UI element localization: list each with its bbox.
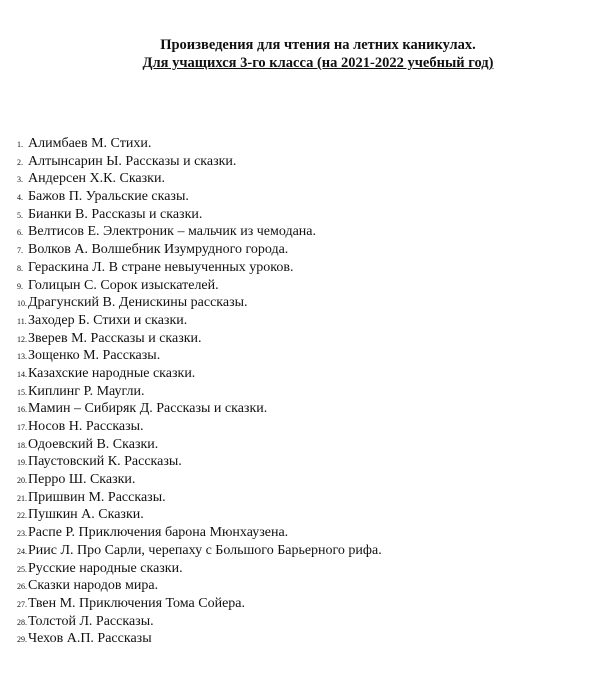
list-item-number: 13. <box>17 352 27 362</box>
list-item <box>17 294 382 312</box>
list-item-number: 7. <box>17 246 23 256</box>
list-item <box>17 577 382 595</box>
list-item-text: Алимбаев М. Стихи. <box>28 136 152 151</box>
list-item-number: 1. <box>17 140 23 149</box>
list-item-text: Волков А. Волшебник Изумрудного города. <box>28 242 289 258</box>
list-item <box>17 330 382 348</box>
list-item <box>17 418 382 436</box>
list-item <box>17 347 382 365</box>
list-item-number: 15. <box>17 387 27 397</box>
list-item-text: Бианки В. Рассказы и сказки. <box>28 206 203 222</box>
list-item <box>17 542 382 560</box>
list-item-text: Заходер Б. Стихи и сказки. <box>28 312 188 328</box>
list-item <box>17 506 382 524</box>
list-item <box>17 365 382 383</box>
list-item-text: Толстой Л. Рассказы. <box>28 613 154 629</box>
list-item-number: 16. <box>17 405 27 415</box>
list-item-number: 22. <box>17 511 27 521</box>
list-item-text: Пушкин А. Сказки. <box>28 507 144 523</box>
list-item-number: 9. <box>17 281 23 291</box>
list-item <box>17 135 382 153</box>
list-item <box>17 436 382 454</box>
list-item <box>17 170 382 188</box>
list-item <box>17 489 382 507</box>
list-item-text: Голицын С. Сорок изыскателей. <box>28 277 219 293</box>
list-item-text: Русские народные сказки. <box>28 560 183 576</box>
list-item-number: 28. <box>17 617 27 627</box>
list-item-number: 3. <box>17 175 23 185</box>
list-item-text: Твен М. Приключения Тома Сойера. <box>28 595 245 611</box>
list-item-number: 25. <box>17 564 27 574</box>
list-item-number: 6. <box>17 228 23 238</box>
list-item-text: Пришвин М. Рассказы. <box>28 489 166 505</box>
list-item <box>17 453 382 471</box>
list-item-text: Одоевский В. Сказки. <box>28 436 159 452</box>
list-item <box>17 277 382 295</box>
list-item-number: 14. <box>17 369 27 379</box>
list-item-number: 4. <box>17 193 23 203</box>
list-item-number: 8. <box>17 263 23 273</box>
list-item-number: 12. <box>17 334 27 344</box>
list-item <box>17 383 382 401</box>
list-item-text: Риис Л. Про Сарли, черепаху с Большого Барьерного рифа. <box>28 542 382 558</box>
list-item-text: Перро Ш. Сказки. <box>28 472 136 488</box>
list-item <box>17 630 382 648</box>
list-item <box>17 312 382 330</box>
document-subtitle: Для учащихся 3-го класса (на 2021-2022 учебный год) <box>142 55 494 71</box>
list-item <box>17 153 382 171</box>
list-item <box>17 400 382 418</box>
list-item-text: Чехов А.П. Рассказы <box>28 631 152 647</box>
list-item-text: Киплинг Р. Маугли. <box>28 383 145 399</box>
list-item-number: 18. <box>17 440 27 450</box>
list-item-number: 17. <box>17 423 27 432</box>
list-item-text: Андерсен Х.К. Сказки. <box>28 171 165 187</box>
list-item-number: 27. <box>17 599 27 609</box>
reading-list <box>17 135 382 648</box>
list-item-number: 11. <box>17 316 27 326</box>
list-item <box>17 259 382 277</box>
list-item-number: 26. <box>17 582 27 592</box>
document-title: Произведения для чтения на летних каникулах. <box>160 37 476 53</box>
list-item <box>17 223 382 241</box>
list-item <box>17 560 382 578</box>
list-item-text: Сказки народов мира. <box>28 578 159 594</box>
document-header <box>0 36 600 72</box>
list-item <box>17 471 382 489</box>
list-item-text: Зощенко М. Рассказы. <box>28 348 161 364</box>
list-item-text: Зверев М. Рассказы и сказки. <box>28 330 202 346</box>
list-item <box>17 241 382 259</box>
list-item-text: Велтисов Е. Электроник – мальчик из чемодана. <box>28 224 316 240</box>
list-item-text: Алтынсарин Ы. Рассказы и сказки. <box>28 153 237 169</box>
list-item-number: 5. <box>17 210 23 220</box>
list-item-text: Казахские народные сказки. <box>28 365 196 381</box>
list-item-text: Гераскина Л. В стране невыученных уроков. <box>28 259 294 275</box>
list-item-text: Бажов П. Уральские сказы. <box>28 189 189 205</box>
list-item-number: 23. <box>17 529 27 539</box>
list-item-number: 20. <box>17 476 27 486</box>
list-item-number: 24. <box>17 546 27 556</box>
list-item-number: 21. <box>17 493 27 503</box>
list-item-text: Драгунский В. Денискины рассказы. <box>28 295 248 311</box>
list-item-text: Распе Р. Приключения барона Мюнхаузена. <box>28 525 289 541</box>
list-item-number: 2. <box>17 157 23 167</box>
list-item-text: Паустовский К. Рассказы. <box>28 454 182 470</box>
list-item <box>17 524 382 542</box>
list-item <box>17 595 382 613</box>
list-item-text: Носов Н. Рассказы. <box>28 419 144 434</box>
list-item <box>17 188 382 206</box>
list-item-text: Мамин – Сибиряк Д. Рассказы и сказки. <box>28 401 268 417</box>
list-item-number: 29. <box>17 635 27 645</box>
list-item <box>17 206 382 224</box>
list-item <box>17 613 382 631</box>
list-item-number: 19. <box>17 458 27 468</box>
list-item-number: 10. <box>17 299 27 309</box>
